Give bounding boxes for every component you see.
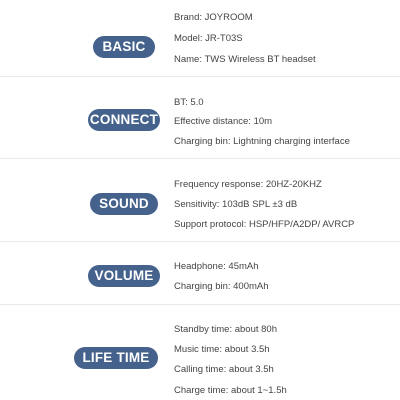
spec-support-protocol: Support protocol: HSP/HFP/A2DP/ AVRCP [174, 219, 355, 230]
spec-charge-time: Charge time: about 1~1.5h [174, 385, 287, 396]
spec-charging-bin-interface: Charging bin: Lightning charging interface [174, 136, 350, 147]
spec-frequency-response: Frequency response: 20HZ-20KHZ [174, 179, 322, 190]
spec-bt: BT: 5.0 [174, 97, 204, 108]
badge-life-time: LIFE TIME [74, 347, 158, 369]
spec-calling-time: Calling time: about 3.5h [174, 364, 274, 375]
spec-standby-time: Standby time: about 80h [174, 324, 277, 335]
spec-headphone-battery: Headphone: 45mAh [174, 261, 259, 272]
badge-sound: SOUND [90, 193, 158, 215]
badge-basic: BASIC [93, 36, 155, 58]
divider [0, 76, 400, 77]
spec-sensitivity: Sensitivity: 103dB SPL ±3 dB [174, 199, 298, 210]
badge-volume: VOLUME [88, 265, 160, 287]
spec-model: Model: JR-T03S [174, 33, 243, 44]
divider [0, 304, 400, 305]
spec-name: Name: TWS Wireless BT headset [174, 54, 316, 65]
spec-brand: Brand: JOYROOM [174, 12, 253, 23]
spec-charging-bin-battery: Charging bin: 400mAh [174, 281, 269, 292]
spec-effective-distance: Effective distance: 10m [174, 116, 273, 127]
spec-music-time: Music time: about 3.5h [174, 344, 270, 355]
badge-connect: CONNECT [88, 109, 160, 131]
divider [0, 158, 400, 159]
divider [0, 241, 400, 242]
